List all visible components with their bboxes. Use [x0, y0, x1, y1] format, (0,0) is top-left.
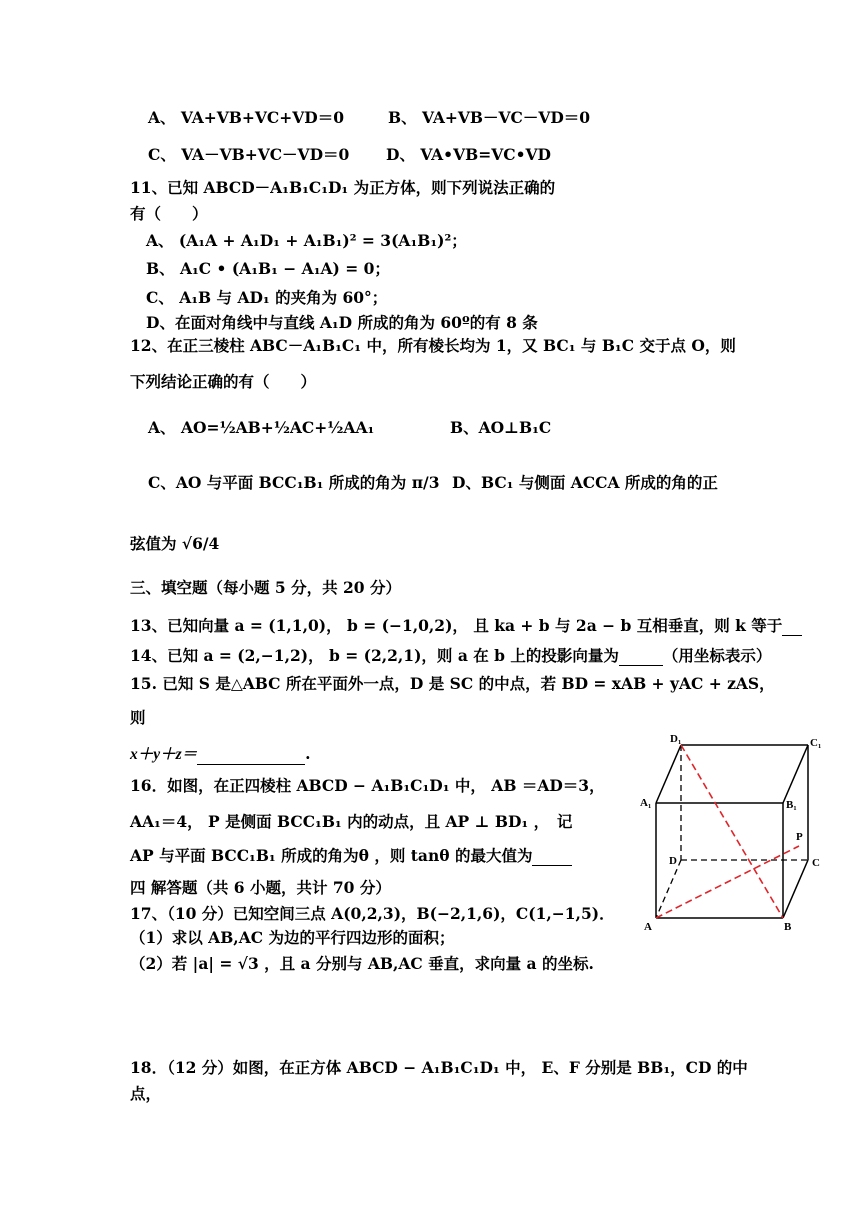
q14-tail: （用坐标表示）: [662, 646, 772, 665]
label-a1: A₁: [640, 797, 652, 809]
q15-stem-cont: 则: [130, 708, 146, 727]
q17-part-1: （1）求以 AB,AC 为边的平行四边形的面积；: [130, 928, 455, 947]
q15-stem: 15. 已知 S 是△ABC 所在平面外一点，D 是 SC 的中点，若 BD = xAB + yAC + zAS，: [130, 674, 775, 693]
section-4-heading: 四 解答题（共 6 小题，共计 70 分）: [130, 878, 391, 897]
q16-answer-blank[interactable]: [532, 849, 572, 866]
q12-option-a-prefix: A、: [148, 418, 176, 437]
edge-b-c: [783, 860, 808, 918]
label-d: D: [669, 855, 677, 867]
q18-stem-cont: 点，: [130, 1084, 162, 1103]
label-b1: B₁: [786, 799, 797, 811]
q17-part-2: （2）若 |a| = √3 ，且 a 分别与 AB,AC 垂直，求向量 a 的坐标.: [130, 954, 594, 973]
q14-answer-blank[interactable]: [619, 649, 663, 666]
q12-option-a-expr: AO=½AB+½AC+½AA₁: [180, 418, 375, 437]
q14-text: [130, 646, 771, 666]
edge-c1-b1: [783, 745, 808, 803]
q16-stem: 16．如图，在正四棱柱 ABCD − A₁B₁C₁D₁ 中， AB ＝AD＝3，: [130, 776, 605, 795]
q16-stem-line3: AP 与平面 BCC₁B₁ 所成的角为θ ，则 tanθ 的最大值为: [130, 846, 533, 865]
q14-stem: 14、已知 a = (2,−1,2)， b = (2,2,1)，则 a 在 b 上的投影向量为: [130, 646, 619, 665]
q11-stem: 11、已知 ABCD－A₁B₁C₁D₁ 为正方体，则下列说法正确的: [130, 178, 556, 197]
label-a: A: [644, 921, 652, 933]
q17-stem: 17、（10 分）已知空间三点 A(0,2,3)，B(−2,1,6)，C(1,−1,5)．: [130, 904, 615, 923]
q10-option-d: D、 VA•VB=VC•VD: [386, 145, 551, 164]
edge-d-a: [656, 860, 681, 918]
q11-option-a: A、 (A₁A + A₁D₁ + A₁B₁)² = 3(A₁B₁)²；: [146, 231, 467, 250]
q13-text: [130, 616, 802, 636]
q12-option-a: [148, 418, 374, 438]
diagonal-d1-b: [681, 745, 783, 918]
label-d1: D₁: [670, 733, 682, 745]
q13-stem: 13、已知向量 a = (1,1,0)， b = (−1,0,2)， 且 ka + b 与 2a − b 互相垂直，则 k 等于: [130, 616, 783, 635]
q16-stem-cont2: [130, 846, 572, 866]
label-b: B: [784, 921, 792, 933]
q11-stem-cont: 有（ ）: [130, 204, 208, 223]
label-p: P: [796, 831, 803, 843]
q11-option-b: B、 A₁C • (A₁B₁ − A₁A) = 0；: [146, 259, 390, 278]
q12-option-c: C、AO 与平面 BCC₁B₁ 所成的角为 π/3: [148, 473, 440, 492]
q15-answer-blank[interactable]: [197, 748, 305, 765]
q11-option-d: D、在面对角线中与直线 A₁D 所成的角为 60º的有 8 条: [146, 313, 538, 332]
label-c1: C₁: [810, 737, 822, 749]
q15-period: .: [305, 744, 311, 763]
section-3-heading: 三、填空题（每小题 5 分，共 20 分）: [130, 578, 401, 597]
q15-answer-line: [130, 744, 311, 765]
q13-answer-blank[interactable]: [782, 619, 802, 636]
q12-option-b: B、AO⊥B₁C: [450, 418, 552, 437]
q10-option-c: C、 VA－VB+VC－VD＝0: [148, 145, 350, 164]
q15-expression: x＋y＋z＝: [130, 746, 198, 763]
prism-figure: [636, 728, 836, 938]
edge-d1-a1: [656, 745, 681, 803]
q16-stem-cont: AA₁＝4， P 是侧面 BCC₁B₁ 内的动点，且 AP ⊥ BD₁ ， 记: [130, 812, 573, 831]
q18-stem: 18．（12 分）如图，在正方体 ABCD − A₁B₁C₁D₁ 中， E、F 分别是 BB₁，CD 的中: [130, 1058, 748, 1077]
q12-stem-cont: 下列结论正确的有（ ）: [130, 372, 317, 391]
q12-stem: 12、在正三棱柱 ABC－A₁B₁C₁ 中，所有棱长均为 1，又 BC₁ 与 B₁C 交于点 O，则: [130, 336, 736, 355]
q11-option-c: C、 A₁B 与 AD₁ 的夹角为 60°；: [146, 288, 388, 307]
q12-option-d: D、BC₁ 与侧面 ACCA 所成的角的正: [452, 473, 718, 492]
q10-option-b: B、 VA+VB－VC－VD＝0: [388, 108, 591, 127]
q12-option-d-cont: 弦值为 √6/4: [130, 534, 220, 553]
q10-option-a: A、 VA+VB+VC+VD＝0: [148, 108, 344, 127]
label-c: C: [812, 857, 820, 869]
